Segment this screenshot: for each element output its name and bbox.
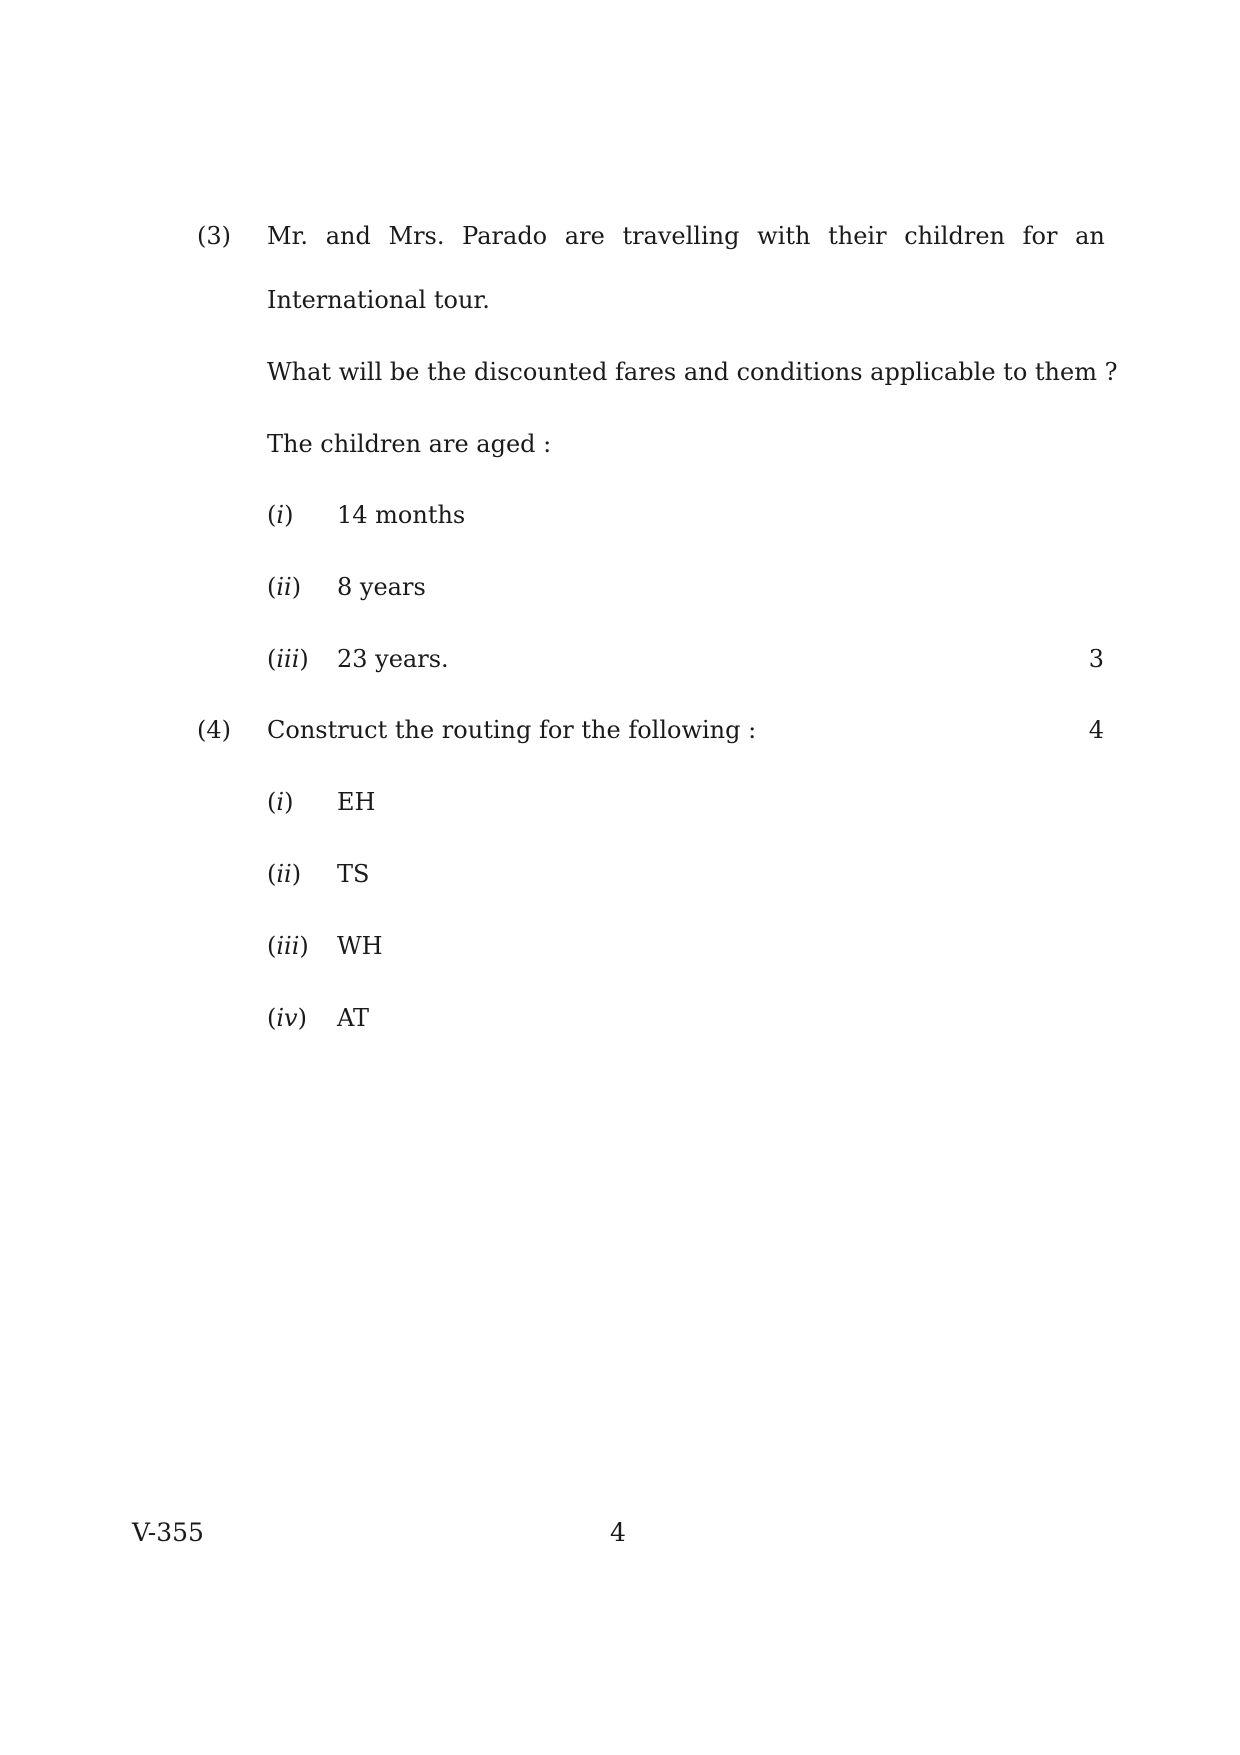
paper-code: V-355 bbox=[132, 1518, 204, 1547]
question-3-marks: 3 bbox=[1088, 645, 1104, 673]
q4-item-4-label: (iv) bbox=[267, 1004, 307, 1032]
q3-item-3-label: (iii) bbox=[267, 645, 309, 673]
question-3-prompt: What will be the discounted fares and conditions applicable to them ? bbox=[267, 358, 1118, 386]
q3-word: travelling bbox=[622, 222, 740, 250]
roman-numeral: iv bbox=[276, 1004, 298, 1032]
q3-word: are bbox=[564, 222, 605, 250]
question-4-marks: 4 bbox=[1088, 716, 1104, 744]
q4-item-1-text: EH bbox=[337, 788, 376, 816]
roman-numeral: iii bbox=[276, 932, 300, 960]
question-3-number: (3) bbox=[197, 222, 231, 250]
q3-item-2-label: (ii) bbox=[267, 573, 302, 601]
roman-numeral: i bbox=[276, 501, 285, 529]
page-number: 4 bbox=[610, 1518, 626, 1547]
q3-item-1-label: (i) bbox=[267, 501, 294, 529]
q4-item-2-text: TS bbox=[337, 860, 370, 888]
question-4-number: (4) bbox=[197, 716, 231, 744]
question-3-line-1 bbox=[267, 224, 1105, 248]
roman-numeral: i bbox=[276, 788, 285, 816]
question-3-line-2: International tour. bbox=[267, 286, 490, 314]
q3-item-3-text: 23 years. bbox=[337, 645, 449, 673]
q3-word: an bbox=[1075, 222, 1105, 250]
q3-word: with bbox=[757, 222, 811, 250]
q3-word: children bbox=[904, 222, 1005, 250]
q4-item-3-label: (iii) bbox=[267, 932, 309, 960]
question-3-intro: The children are aged : bbox=[267, 430, 552, 458]
q4-item-2-label: (ii) bbox=[267, 860, 302, 888]
q4-item-4-text: AT bbox=[337, 1004, 370, 1032]
q3-word: their bbox=[828, 222, 887, 250]
question-4-prompt: Construct the routing for the following : bbox=[267, 716, 757, 744]
roman-numeral: ii bbox=[276, 573, 292, 601]
q3-item-1-text: 14 months bbox=[337, 501, 466, 529]
roman-numeral: ii bbox=[276, 860, 292, 888]
q3-word: Parado bbox=[462, 222, 548, 250]
q4-item-3-text: WH bbox=[337, 932, 383, 960]
q3-item-2-text: 8 years bbox=[337, 573, 426, 601]
q4-item-1-label: (i) bbox=[267, 788, 294, 816]
roman-numeral: iii bbox=[276, 645, 300, 673]
q3-word: for bbox=[1022, 222, 1058, 250]
q3-word: Mrs. bbox=[388, 222, 445, 250]
q3-word: and bbox=[325, 222, 371, 250]
q3-word: Mr. bbox=[267, 222, 309, 250]
